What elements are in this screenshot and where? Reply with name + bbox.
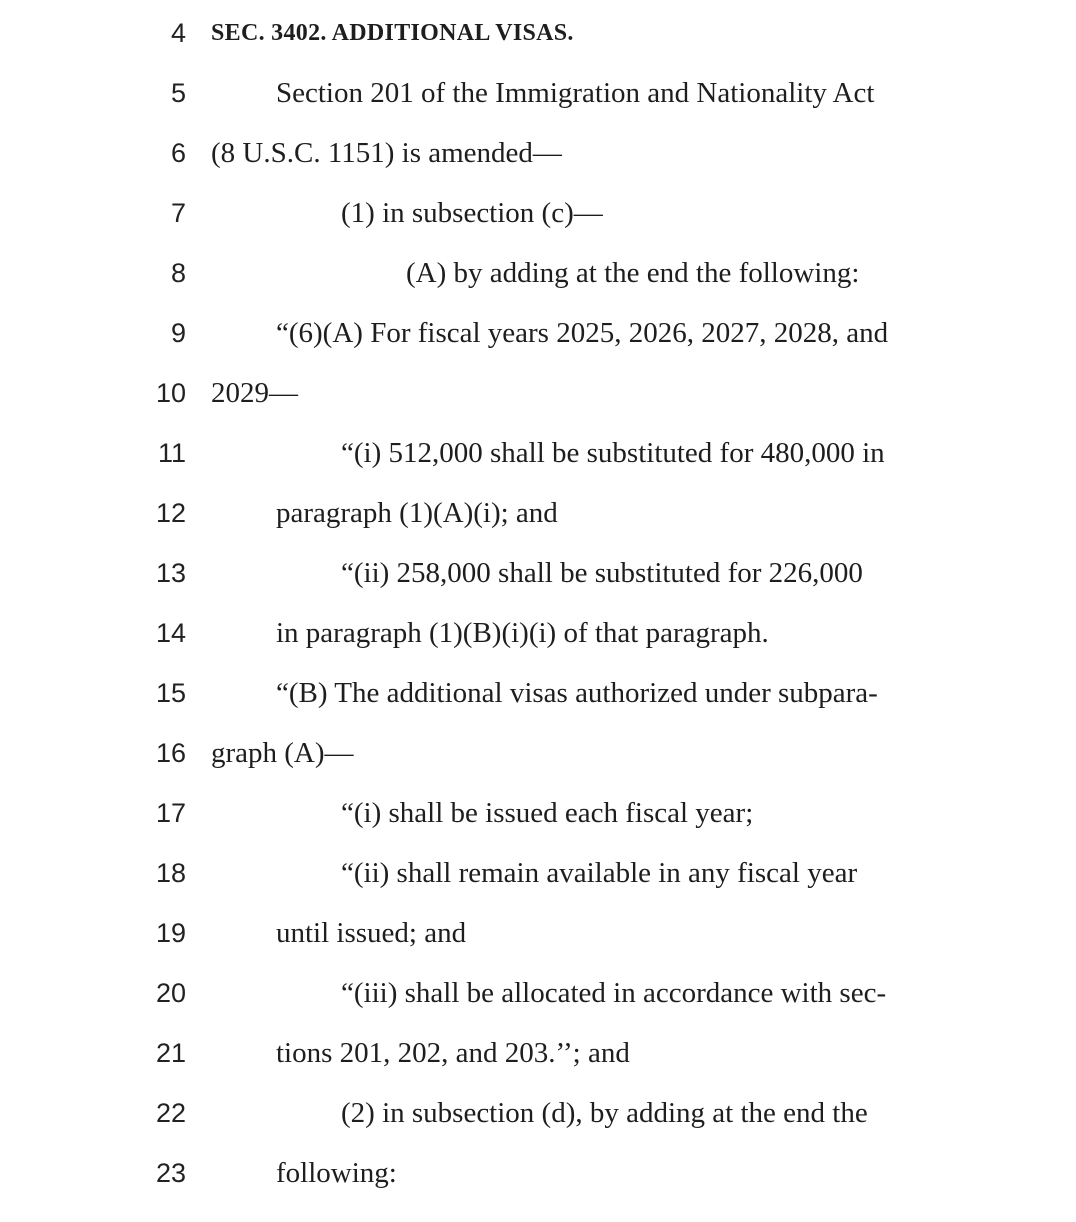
line-12 <box>0 483 1076 543</box>
line-number: 10 <box>155 378 186 408</box>
line-text: (A) by adding at the end the following: <box>406 257 860 289</box>
line-number: 18 <box>155 858 186 888</box>
line-text: “(i) 512,000 shall be substituted for 480,000 in <box>341 437 885 469</box>
line-19 <box>0 903 1076 963</box>
line-number: 13 <box>155 558 186 588</box>
section-heading: SEC. 3402. ADDITIONAL VISAS. <box>211 20 574 46</box>
line-14 <box>0 603 1076 663</box>
line-number: 12 <box>155 498 186 528</box>
line-number: 16 <box>155 738 186 768</box>
line-15 <box>0 663 1076 723</box>
line-13 <box>0 543 1076 603</box>
line-23 <box>0 1143 1076 1203</box>
line-number: 6 <box>170 138 186 168</box>
line-number: 17 <box>155 798 186 828</box>
line-text: following: <box>276 1157 397 1189</box>
line-number: 9 <box>170 318 186 348</box>
line-text: “(ii) shall remain available in any fiscal year <box>341 857 858 889</box>
line-text: “(i) shall be issued each fiscal year; <box>341 797 754 829</box>
line-text: “(ii) 258,000 shall be substituted for 226,000 <box>341 557 863 589</box>
line-text: until issued; and <box>276 917 467 949</box>
line-22 <box>0 1083 1076 1143</box>
line-text: (8 U.S.C. 1151) is amended— <box>211 137 562 169</box>
line-5 <box>0 63 1076 123</box>
line-8 <box>0 243 1076 303</box>
line-20 <box>0 963 1076 1023</box>
line-text: paragraph (1)(A)(i); and <box>276 497 558 529</box>
line-7 <box>0 183 1076 243</box>
line-text: “(iii) shall be allocated in accordance with sec- <box>341 977 887 1009</box>
line-text: graph (A)— <box>211 737 354 769</box>
line-number: 5 <box>170 78 186 108</box>
line-11 <box>0 423 1076 483</box>
line-text: tions 201, 202, and 203.’’; and <box>276 1037 630 1069</box>
line-number: 20 <box>155 978 186 1008</box>
line-17 <box>0 783 1076 843</box>
line-number: 21 <box>155 1038 186 1068</box>
line-18 <box>0 843 1076 903</box>
line-text: 2029— <box>211 377 298 409</box>
line-number: 23 <box>155 1158 186 1188</box>
line-text: in paragraph (1)(B)(i)(i) of that paragraph. <box>276 617 769 649</box>
line-4 <box>0 3 1076 63</box>
line-text: “(6)(A) For fiscal years 2025, 2026, 2027, 2028, and <box>276 317 889 349</box>
line-number: 22 <box>155 1098 186 1128</box>
line-number: 7 <box>170 198 186 228</box>
line-number: 15 <box>155 678 186 708</box>
line-6 <box>0 123 1076 183</box>
line-text: (2) in subsection (d), by adding at the end the <box>341 1097 868 1129</box>
line-number: 8 <box>170 258 186 288</box>
line-16 <box>0 723 1076 783</box>
line-9 <box>0 303 1076 363</box>
line-number: 14 <box>155 618 186 648</box>
line-10 <box>0 363 1076 423</box>
line-text: (1) in subsection (c)— <box>341 197 603 229</box>
line-21 <box>0 1023 1076 1083</box>
line-number: 4 <box>170 18 186 48</box>
line-text: “(B) The additional visas authorized under subpara- <box>276 677 878 709</box>
line-text: Section 201 of the Immigration and Nationality Act <box>276 77 875 109</box>
line-number: 19 <box>155 918 186 948</box>
line-number: 11 <box>157 438 186 468</box>
